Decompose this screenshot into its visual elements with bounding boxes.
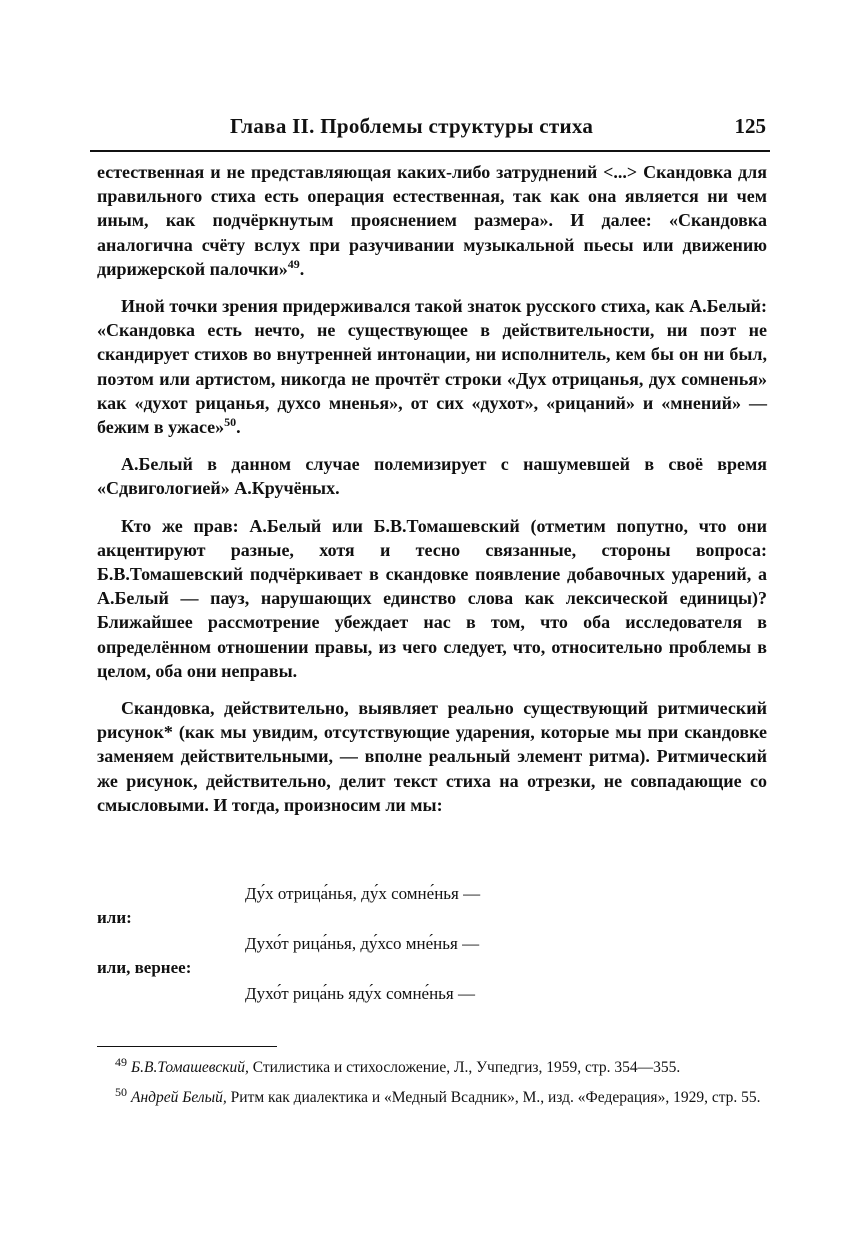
verse-line: Ду́х отрица́нья, ду́х сомне́нья — — [245, 884, 481, 903]
paragraph-end: . — [236, 417, 241, 438]
footnote-rule — [97, 1046, 277, 1047]
header-rule — [90, 150, 770, 152]
page-number: 125 — [734, 114, 766, 138]
paragraph-text: естественная и не представляющая каких-либо затруднений <...> Скандовка для правильного стиха есть операция естественная, так как она является ни чем иным, как подчёркнутым прояснением размера». И далее: «Скандовка аналогична счёту вслух при разучивании музыкальной пьесы или движению дирижерской палочки» — [97, 162, 767, 279]
footnote — [97, 1054, 763, 1078]
footnote-text: Ритм как диалектика и «Медный Всадник», М., изд. «Федерация», 1929, стр. 55. — [230, 1089, 761, 1106]
verse-connector: или, вернее: — [97, 958, 192, 977]
paragraph-text: Кто же прав: А.Белый или Б.В.Томашевский (отметим попутно, что они акцентируют разные, хотя и тесно связанные, стороны вопроса: Б.В.Томашевский подчёркивает в скандовке появление добавочных ударений, а А.Белый — пауз, нарушающих единство слова как лексической единицы)? Ближайшее рассмотрение убеждает нас в том, что оба исследователя в определённом отношении правы, из чего следует, что, относительно проблемы в целом, оба они неправы. — [97, 515, 767, 681]
paragraph-end: . — [299, 258, 305, 279]
footnote-ref: 49 — [287, 256, 300, 271]
footnote-text: Стилистика и стихосложение, Л., Учпедгиз, 1959, стр. 354—355. — [252, 1059, 681, 1076]
footnote-author: Б.В.Томашевский, — [131, 1059, 249, 1076]
verse-line: Духо́т рица́нь яду́х сомне́нья — — [245, 984, 476, 1003]
footnote-number: 50 — [115, 1084, 127, 1099]
footnote-number: 49 — [115, 1054, 127, 1069]
main-text — [97, 160, 767, 830]
verse-line: Духо́т рица́нья, ду́хсо мне́нья — — [245, 934, 480, 953]
footnote-author: Андрей Белый, — [131, 1089, 227, 1106]
footnote-ref: 50 — [224, 415, 237, 430]
paragraph-text: А.Белый в данном случае полемизирует с нашумевшей в своё время «Сдвигологией» А.Кручёных. — [97, 454, 767, 499]
paragraph-text: Скандовка, действительно, выявляет реально существующий ритмический рисунок* (как мы увидим, отсутствующие ударения, которые мы при скандовке заменяем действительными, — вполне реальный элемент ритма). Ритмический же рисунок, действительно, делит текст стиха на отрезки, не совпадающие со смысловыми. И тогда, произносим ли мы: — [97, 698, 767, 815]
paragraph — [97, 294, 767, 439]
paragraph-text: Иной точки зрения придерживался такой знаток русского стиха, как А.Белый: «Скандовка есть нечто, не существующее в действительности, ни поэт не скандирует стихов во внутренней интонации, ни исполнитель, кем бы он ни был, поэтом или артистом, никогда не прочтёт строки «Дух отрицанья, дух сомненья» как «духот рицанья, духсо мненья», от сих «духот», «рицаний» и «мнений» — бежим в ужасе» — [97, 296, 767, 438]
paragraph — [97, 696, 767, 817]
page-header — [90, 108, 770, 148]
verse-connector: или: — [97, 908, 132, 927]
paragraph — [97, 160, 767, 281]
footnotes — [97, 1054, 763, 1118]
paragraph — [97, 452, 767, 500]
footnote — [97, 1084, 763, 1108]
running-title: Глава II. Проблемы структуры стиха — [230, 114, 594, 138]
paragraph — [97, 514, 767, 683]
